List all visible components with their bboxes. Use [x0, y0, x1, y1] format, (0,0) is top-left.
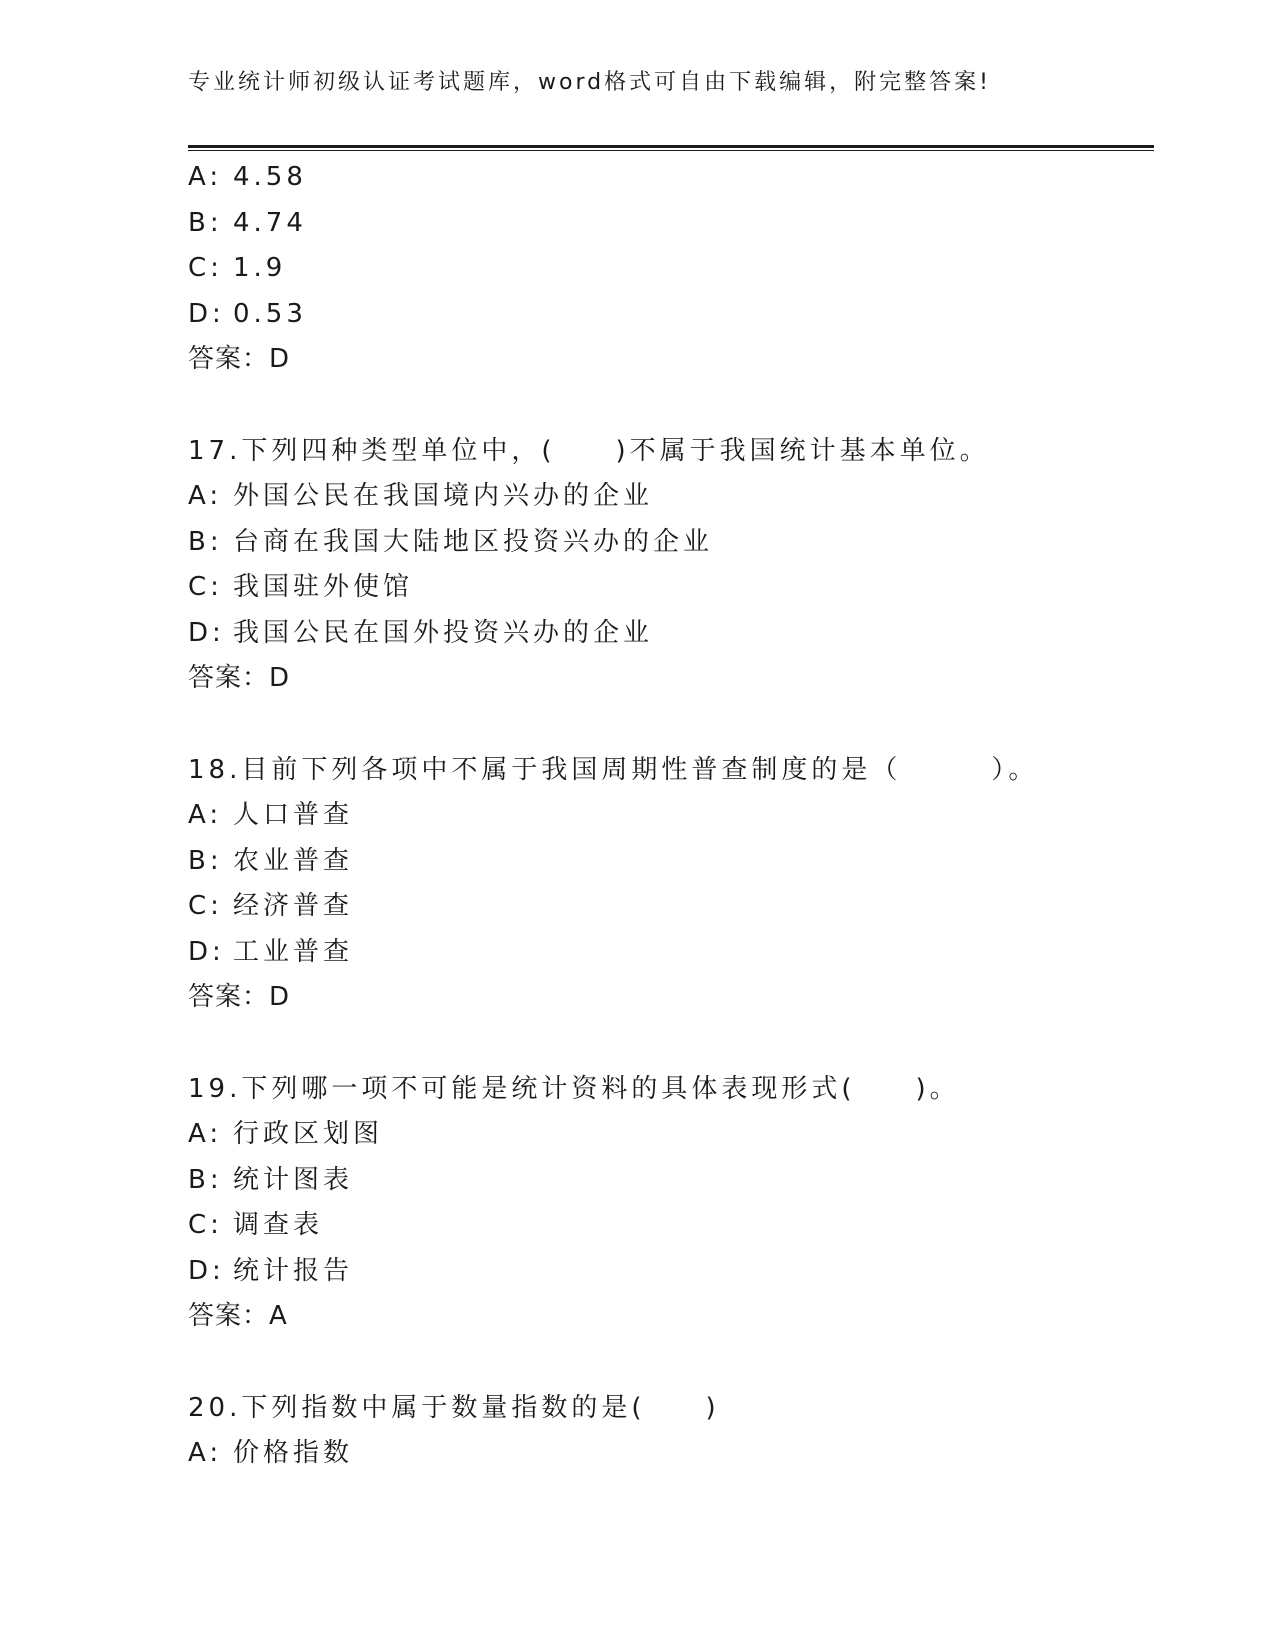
- option-c: C: 我国驻外使馆: [188, 572, 414, 602]
- answer-line: 答案：A: [188, 1301, 288, 1331]
- question-stem: 20.下列指数中属于数量指数的是( ): [188, 1392, 720, 1423]
- question-19: [188, 1067, 1154, 1340]
- question-stem: 19.下列哪一项不可能是统计资料的具体表现形式( )。: [188, 1073, 960, 1104]
- answer-line: 答案：D: [188, 663, 291, 693]
- answer-line: 答案：D: [188, 982, 291, 1012]
- option-a: A: 人口普查: [188, 800, 354, 830]
- option-b: B: 统计图表: [188, 1164, 354, 1195]
- option-a: A: 行政区划图: [188, 1119, 384, 1149]
- option-b: B: 台商在我国大陆地区投资兴办的企业: [188, 526, 714, 557]
- option-c: C: 1.9: [188, 253, 287, 283]
- option-d: D: 工业普查: [188, 936, 354, 967]
- question-20: [188, 1386, 1154, 1477]
- document-header: 专业统计师初级认证考试题库，word格式可自由下载编辑，附完整答案!: [188, 70, 991, 95]
- option-c: C: 调查表: [188, 1210, 324, 1240]
- option-a: A: 4.58: [188, 162, 307, 192]
- answer-line: 答案：D: [188, 344, 291, 374]
- header-divider-thick: [188, 145, 1154, 148]
- question-stem: 18.目前下列各项中不属于我国周期性普查制度的是（ ）。: [188, 754, 1039, 785]
- option-a: A: 价格指数: [188, 1438, 354, 1468]
- option-a: A: 外国公民在我国境内兴办的企业: [188, 481, 654, 511]
- question-16-continued: [188, 155, 1154, 383]
- option-c: C: 经济普查: [188, 891, 354, 921]
- header-divider-thin: [188, 150, 1154, 151]
- option-b: B: 4.74: [188, 207, 307, 238]
- option-d: D: 统计报告: [188, 1255, 354, 1286]
- question-list: [188, 155, 1154, 1477]
- option-b: B: 农业普查: [188, 845, 354, 876]
- question-18: [188, 748, 1154, 1021]
- option-d: D: 我国公民在国外投资兴办的企业: [188, 617, 654, 648]
- question-stem: 17.下列四种类型单位中，( )不属于我国统计基本单位。: [188, 435, 990, 466]
- option-d: D: 0.53: [188, 298, 307, 329]
- question-17: [188, 429, 1154, 702]
